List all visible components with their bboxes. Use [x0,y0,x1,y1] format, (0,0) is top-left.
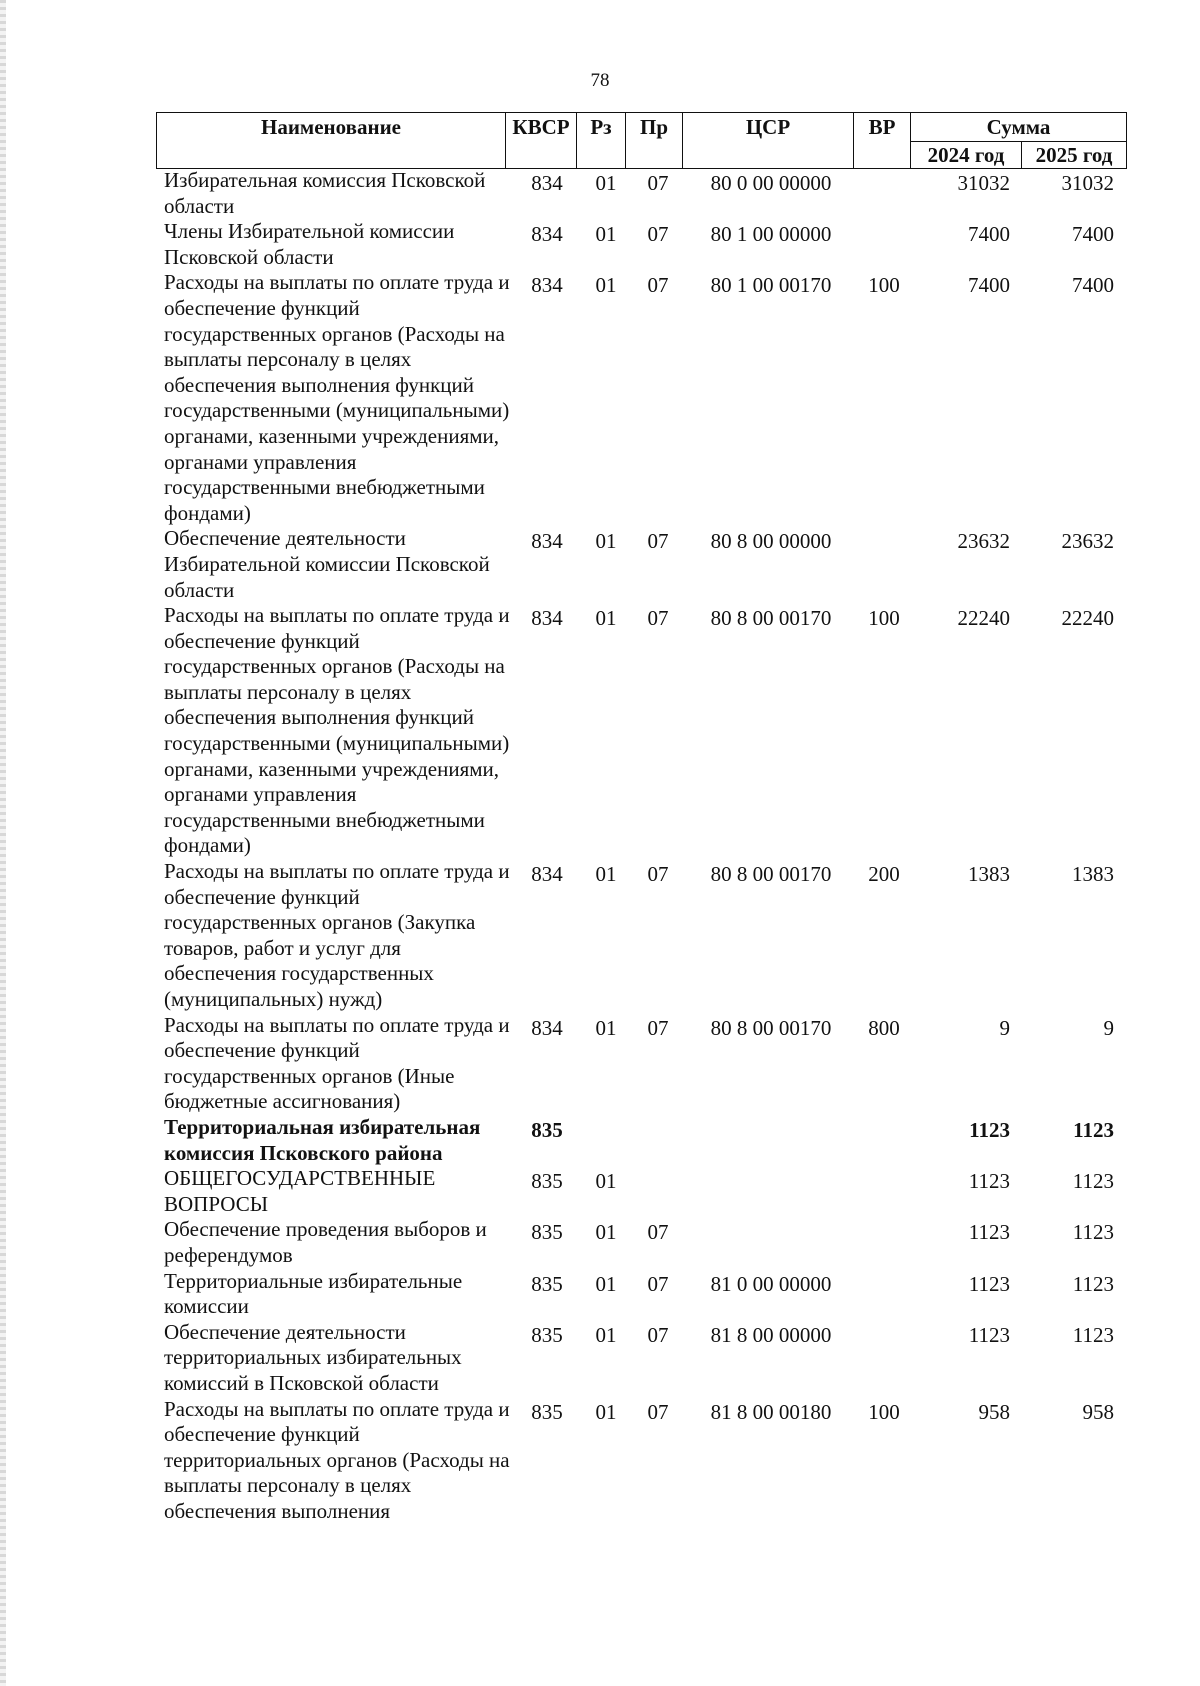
row-csr: 80 0 00 00000 [710,171,832,195]
row-rz: 01 [595,862,617,887]
row-name: Избирательная комиссия Псковской области [164,168,486,218]
row-name: Члены Избирательной комиссии Псковской области [164,219,455,269]
row-rz: 01 [595,171,617,195]
row-kvsr: 835 [531,1399,563,1424]
table-header [156,112,1127,169]
row-sum-2025: 31032 [1061,171,1114,195]
row-pr: 07 [647,1015,669,1040]
row-rz: 01 [595,606,617,631]
row-name: Расходы на выплаты по оплате труда и обеспечение функций государственных органов (Иные бюджетные ассигнования) [164,1012,510,1114]
row-vr [856,526,912,603]
row-pr: 07 [647,273,669,298]
row-pr: 07 [647,222,669,247]
row-kvsr: 835 [531,1271,563,1296]
table-row [156,219,1126,270]
row-sum-2024: 1123 [968,1322,1010,1347]
row-sum-2025: 7400 [1072,222,1114,247]
row-vr: 200 [868,862,900,887]
table-row [156,1166,1126,1217]
row-vr [856,1269,912,1320]
row-pr [630,1115,686,1166]
row-sum-2024: 1123 [968,1169,1010,1194]
row-vr [856,1320,912,1397]
header-name: Наименование [157,113,506,169]
row-sum-2024: 22240 [957,606,1010,631]
row-rz: 01 [595,1220,617,1245]
row-sum-2025: 1123 [1072,1322,1114,1347]
row-kvsr: 834 [531,1015,563,1040]
row-kvsr: 835 [531,1169,563,1194]
page-number: 78 [590,70,610,91]
header-rz: Рз [577,113,626,169]
row-sum-2024: 23632 [957,529,1010,554]
row-csr [686,1115,856,1166]
row-name: Обеспечение проведения выборов и референдумов [164,1217,487,1267]
row-pr: 07 [647,1322,669,1347]
row-name: Расходы на выплаты по оплате труда и обеспечение функций государственных органов (Закупка товаров, работ и услуг для обеспечения государственных (муниципальных) нужд) [164,859,510,1011]
row-csr: 80 8 00 00000 [710,529,832,554]
table-row [156,1320,1126,1397]
table-row [156,168,1126,219]
row-sum-2024: 1123 [968,1271,1010,1296]
row-sum-2025: 1383 [1072,862,1114,887]
header-pr: Пр [626,113,683,169]
header-kvsr: КВСР [506,113,577,169]
row-name: Расходы на выплаты по оплате труда и обеспечение функций государственных органов (Расходы на выплаты персоналу в целях обеспечения выполнения функций государственными (муниципальными) органами, казенными учреждениями, органами управления государственными внебюджетными фондами) [164,270,510,525]
table-row [156,1217,1126,1268]
row-sum-2025: 22240 [1061,606,1114,631]
scan-edge [0,0,6,1686]
row-sum-2025: 1123 [1073,1117,1114,1142]
table-row [156,603,1126,859]
row-rz: 01 [595,1169,617,1194]
row-csr: 80 8 00 00170 [710,1015,832,1040]
row-csr: 80 8 00 00170 [710,606,832,631]
row-pr: 07 [647,1220,669,1245]
row-sum-2024: 1123 [968,1220,1010,1245]
row-kvsr: 834 [531,171,563,195]
row-csr [686,1217,856,1268]
row-pr: 07 [647,1271,669,1296]
row-name: Обеспечение деятельности территориальных избирательных комиссий в Псковской области [164,1319,462,1395]
table-row [156,1397,1126,1525]
row-csr: 80 1 00 00170 [710,273,832,298]
row-sum-2025: 958 [1082,1399,1114,1424]
row-vr [856,168,912,219]
row-kvsr: 835 [531,1322,563,1347]
row-csr: 80 1 00 00000 [710,222,832,247]
row-sum-2024: 7400 [968,222,1010,247]
row-kvsr: 834 [531,529,563,554]
row-vr [856,1217,912,1268]
row-csr: 81 0 00 00000 [710,1271,832,1296]
header-year-2024: 2024 год [911,142,1022,169]
row-name: Расходы на выплаты по оплате труда и обеспечение функций территориальных органов (Расходы на выплаты персоналу в целях обеспечения выполнения [164,1396,510,1523]
row-kvsr: 834 [531,222,563,247]
header-vr: ВР [854,113,911,169]
row-kvsr: 835 [531,1117,563,1142]
row-csr [686,1166,856,1217]
row-sum-2025: 1123 [1072,1220,1114,1245]
row-vr [856,219,912,270]
row-vr: 100 [868,606,900,631]
row-pr: 07 [647,606,669,631]
row-sum-2024: 958 [978,1399,1010,1424]
row-name: Территориальные избирательные комиссии [164,1268,463,1319]
row-rz: 01 [595,222,617,247]
row-sum-2025: 1123 [1072,1271,1114,1296]
header-sum: Сумма [911,113,1127,142]
row-sum-2024: 7400 [968,273,1010,298]
row-sum-2025: 1123 [1072,1169,1114,1194]
table-row [156,270,1126,526]
row-name: Расходы на выплаты по оплате труда и обеспечение функций государственных органов (Расходы на выплаты персоналу в целях обеспечения выполнения функций государственными (муниципальными) органами, казенными учреждениями, органами управления государственными внебюджетными фондами) [164,603,510,858]
row-vr: 100 [868,273,900,298]
row-pr: 07 [647,529,669,554]
row-pr: 07 [647,862,669,887]
row-vr: 100 [868,1399,900,1424]
row-sum-2024: 31032 [957,171,1010,195]
table-row [156,526,1126,603]
row-sum-2025: 23632 [1061,529,1114,554]
header-year-2025: 2025 год [1022,142,1127,169]
row-sum-2024: 1383 [968,862,1010,887]
header-csr: ЦСР [683,113,854,169]
row-csr: 80 8 00 00170 [710,862,832,887]
row-pr: 07 [647,171,669,195]
row-csr: 81 8 00 00000 [710,1322,832,1347]
budget-table [156,168,1126,1524]
row-rz: 01 [595,1322,617,1347]
row-kvsr: 835 [531,1220,563,1245]
row-kvsr: 834 [531,606,563,631]
row-rz: 01 [595,1271,617,1296]
row-kvsr: 834 [531,862,563,887]
row-kvsr: 834 [531,273,563,298]
table-row [156,1115,1126,1166]
row-sum-2025: 9 [1103,1015,1114,1040]
table-row [156,859,1126,1013]
row-rz: 01 [595,1399,617,1424]
row-rz: 01 [595,1015,617,1040]
row-pr: 07 [647,1399,669,1424]
row-name: Обеспечение деятельности Избирательной комиссии Псковской области [164,526,490,602]
row-name: ОБЩЕГОСУДАРСТВЕННЫЕ ВОПРОСЫ [164,1166,436,1216]
row-sum-2024: 1123 [969,1117,1010,1142]
row-rz: 01 [595,273,617,298]
table-row [156,1269,1126,1320]
row-pr [630,1166,686,1217]
row-vr: 800 [868,1015,900,1040]
row-vr [856,1115,912,1166]
table-row [156,1013,1126,1115]
row-sum-2025: 7400 [1072,273,1114,298]
row-vr [856,1166,912,1217]
row-rz: 01 [595,529,617,554]
row-sum-2024: 9 [999,1015,1010,1040]
row-name: Территориальная избирательная комиссия Псковского района [164,1114,481,1165]
row-csr: 81 8 00 00180 [710,1399,832,1424]
row-rz [582,1115,630,1166]
